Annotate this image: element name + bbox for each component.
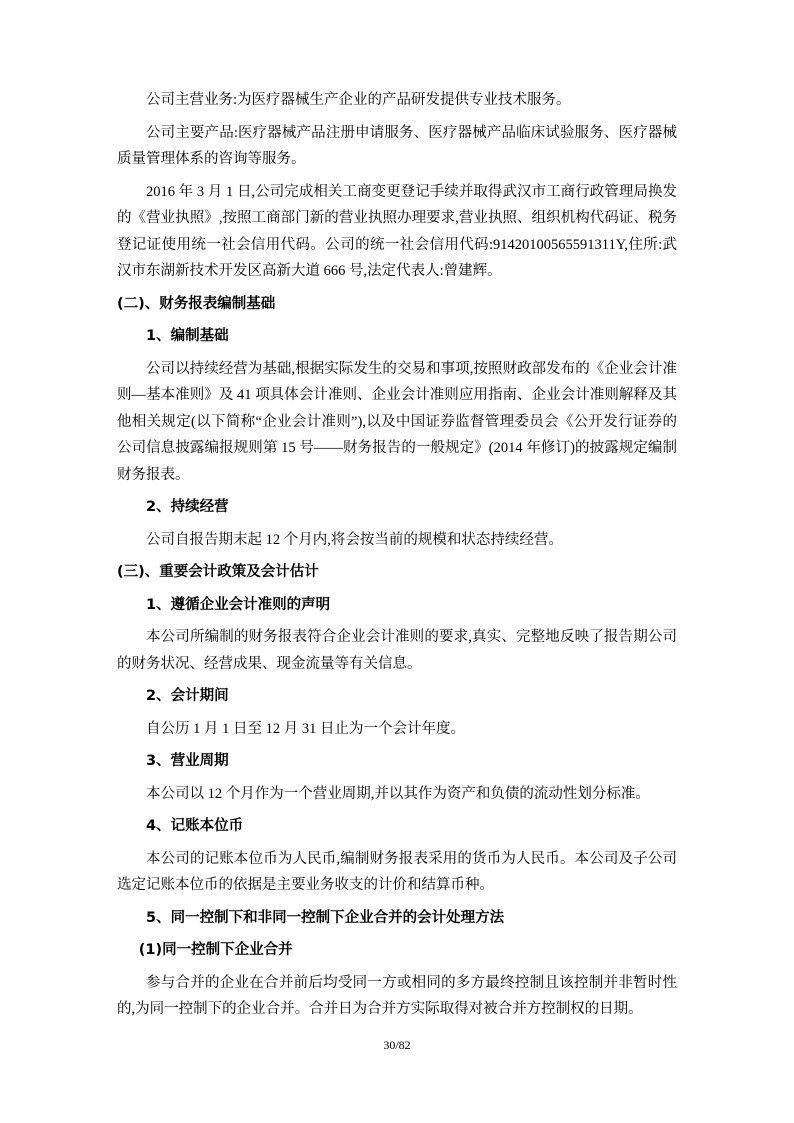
section-heading: (二)、财务报表编制基础: [117, 295, 276, 312]
clause-heading: (1)同一控制下企业合并: [138, 942, 293, 958]
paragraph: 本公司以 12 个月作为一个营业周期,并以其作为资产和负债的流动性划分标准。: [146, 785, 650, 802]
subsection-heading: 2、会计期间: [146, 688, 229, 704]
paragraph: 本公司所编制的财务报表符合企业会计准则的要求,真实、完整地反映了报告期公司的财务状况、经营成果、现金流量等有关信息。: [117, 629, 677, 672]
subsection-heading: 4、记账本位币: [146, 818, 244, 834]
page-number: 30/82: [383, 1038, 411, 1052]
paragraph: 本公司的记账本位币为人民币,编制财务报表采用的货币为人民币。本公司及子公司选定记账本位币的依据是主要业务收支的计价和结算币种。: [117, 850, 677, 893]
paragraph: 公司以持续经营为基础,根据实际发生的交易和事项,按照财政部发布的《企业会计准则—基本准则》及 41 项具体会计准则、企业会计准则应用指南、企业会计准则解释及其他相关规定(以下简称“企业会计准则”),以及中国证券监督管理委员会《公开发行证券的公司信息披露编报规则第 15 号——财务报告的一般规定》(2014 年修订)的披露规定编制财务报表。: [117, 360, 677, 483]
paragraph: 公司主营业务:为医疗器械生产企业的产品研发提供专业技术服务。: [146, 92, 571, 108]
paragraph: 公司主要产品:医疗器械产品注册申请服务、医疗器械产品临床试验服务、医疗器械质量管理体系的咨询等服务。: [117, 124, 677, 167]
section-heading: (三)、重要会计政策及会计估计: [117, 564, 319, 580]
subsection-heading: 1、遵循企业会计准则的声明: [146, 596, 331, 613]
subsection-heading: 1、编制基础: [146, 328, 229, 344]
paragraph: 自公历 1 月 1 日至 12 月 31 日止为一个会计年度。: [146, 720, 465, 737]
subsection-heading: 5、同一控制下和非同一控制下企业合并的会计处理方法: [146, 909, 505, 926]
subsection-heading: 3、营业周期: [146, 753, 229, 769]
paragraph: 公司自报告期末起 12 个月内,将会按当前的规模和状态持续经营。: [146, 531, 563, 548]
subsection-heading: 2、持续经营: [146, 499, 229, 515]
document-body: [117, 87, 677, 1029]
paragraph: 参与合并的企业在合并前后均受同一方或相同的多方最终控制且该控制并非暂时性的,为同一控制下的企业合并。合并日为合并方实际取得对被合并方控制权的日期。: [117, 974, 677, 1017]
paragraph: 2016 年 3 月 1 日,公司完成相关工商变更登记手续并取得武汉市工商行政管理局换发的《营业执照》,按照工商部门新的营业执照办理要求,营业执照、组织机构代码证、税务登记证使用统一社会信用代码。公司的统一社会信用代码:91420100565591311Y,住所:武汉市东湖新技术开发区高新大道 666 号,法定代表人:曾建辉。: [117, 183, 677, 279]
